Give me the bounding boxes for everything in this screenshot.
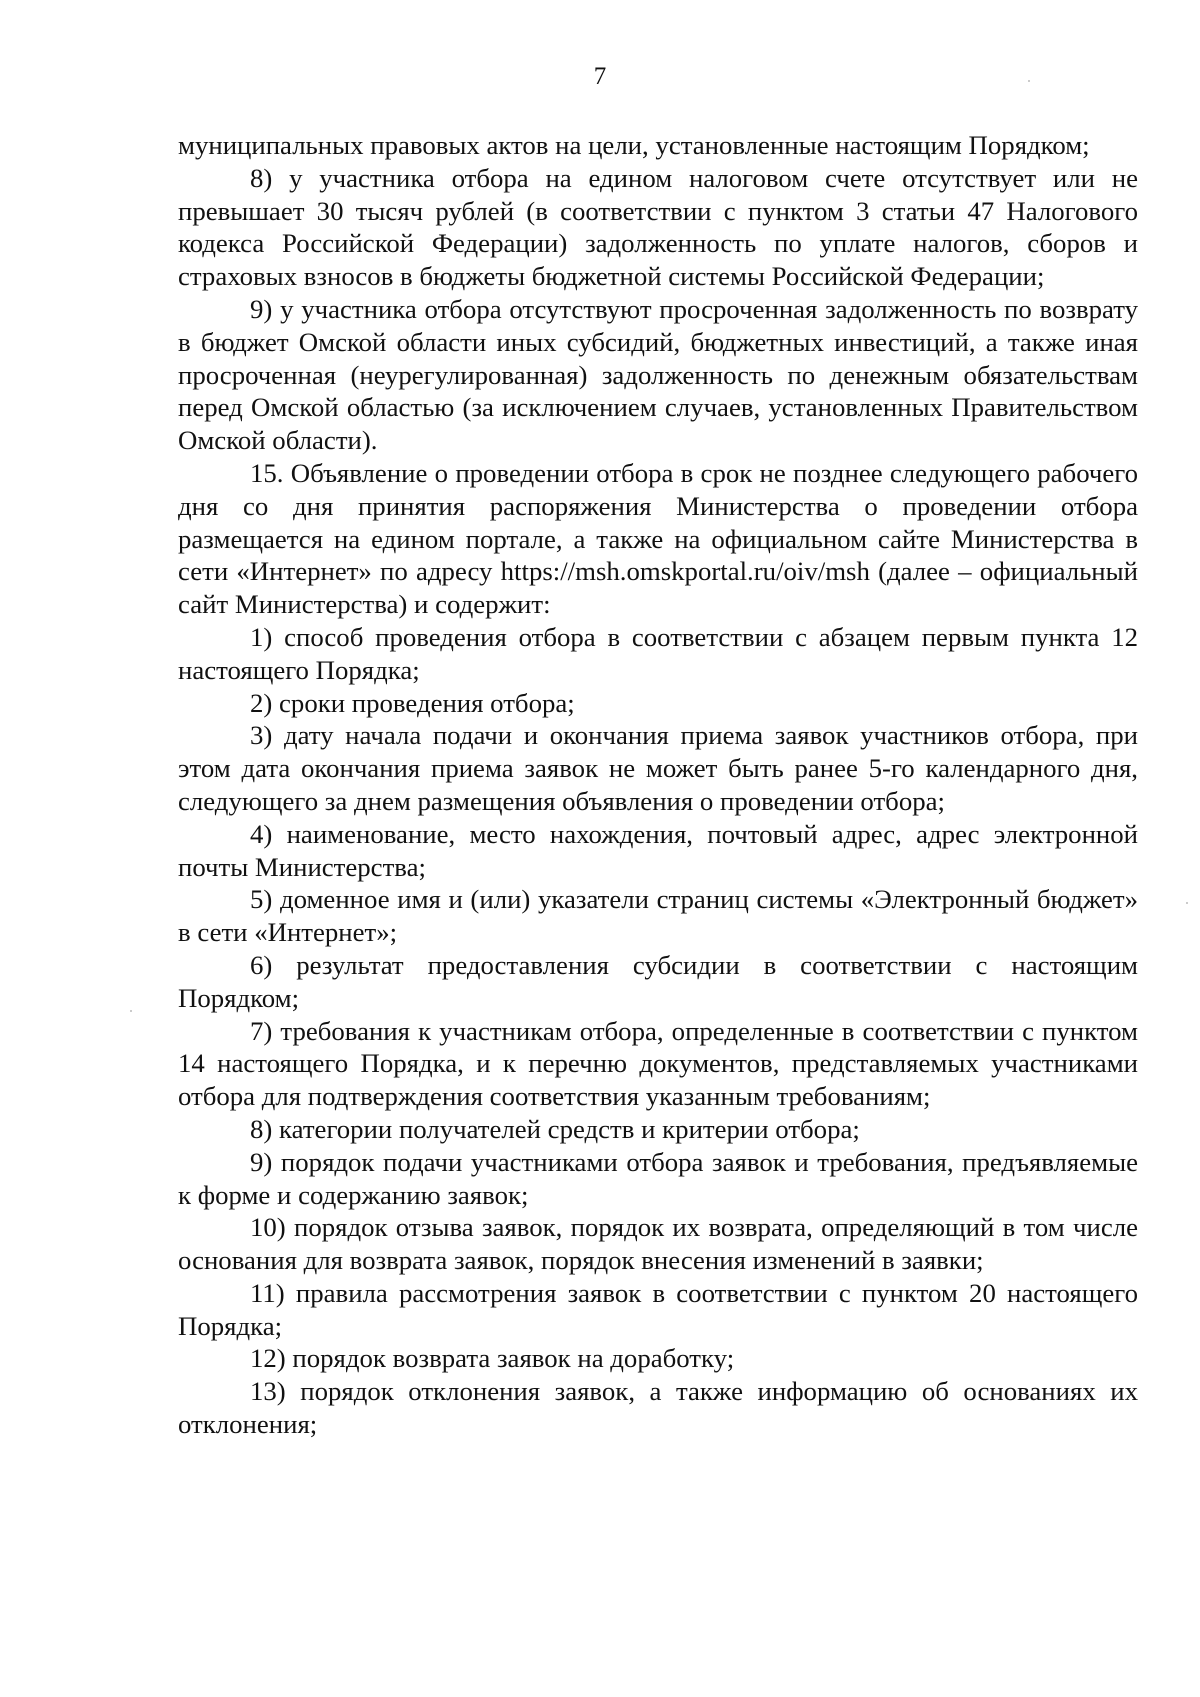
announcement-item-2: 2) сроки проведения отбора; bbox=[250, 687, 575, 718]
announcement-item-9: 9) порядок подачи участниками отбора заявок и требования, предъявляемые к форме и содержанию заявок; bbox=[178, 1146, 1138, 1210]
announcement-item-12: 12) порядок возврата заявок на доработку; bbox=[250, 1343, 735, 1374]
page-number: 7 bbox=[593, 63, 607, 90]
announcement-item-6: 6) результат предоставления субсидии в соответствии с настоящим Порядком; bbox=[178, 949, 1138, 1013]
announcement-item-8: 8) категории получателей средств и критерии отбора; bbox=[250, 1113, 860, 1144]
announcement-item-7: 7) требования к участникам отбора, определенные в соответствии с пунктом 14 настоящего Порядка, и к перечню документов, представляемых участниками отбора для подтверждения соответствия указанным требованиям; bbox=[178, 1015, 1138, 1112]
announcement-item-5: 5) доменное имя и (или) указатели страниц системы «Электронный бюджет» в сети «Интернет»; bbox=[178, 884, 1138, 948]
announcement-item-10: 10) порядок отзыва заявок, порядок их возврата, определяющий в том числе основания для возврата заявок, порядок внесения изменений в заявки; bbox=[178, 1212, 1138, 1276]
announcement-item-13: 13) порядок отклонения заявок, а также информацию об основаниях их отклонения; bbox=[178, 1376, 1138, 1440]
scan-speck bbox=[1186, 902, 1188, 904]
announcement-item-1: 1) способ проведения отбора в соответствии с абзацем первым пункта 12 настоящего Порядка; bbox=[178, 621, 1138, 685]
scan-speck bbox=[1028, 80, 1030, 82]
scan-speck bbox=[130, 1010, 132, 1012]
clause-15: 15. Объявление о проведении отбора в срок не позднее следующего рабочего дня со дня принятия распоряжения Министерства о проведении отбора размещается на едином портале, а также на официальном сайте Министерства в сети «Интернет» по адресу https://msh.omskportal.ru/oiv/msh (далее – официальный сайт Министерства) и содержит: bbox=[178, 457, 1138, 620]
announcement-item-4: 4) наименование, место нахождения, почтовый адрес, адрес электронной почты Министерства; bbox=[178, 818, 1138, 882]
announcement-item-11: 11) правила рассмотрения заявок в соответствии с пунктом 20 настоящего Порядка; bbox=[178, 1277, 1138, 1341]
list-item-9: 9) у участника отбора отсутствуют просроченная задолженность по возврату в бюджет Омской области иных субсидий, бюджетных инвестиций, а также иная просроченная (неурегулированная) задолженность по денежным обязательствам перед Омской областью (за исключением случаев, установленных Правительством Омской области). bbox=[178, 293, 1138, 456]
paragraph-continuation: муниципальных правовых актов на цели, установленные настоящим Порядком; bbox=[178, 130, 1090, 160]
list-item-8: 8) у участника отбора на едином налоговом счете отсутствует или не превышает 30 тысяч рублей (в соответствии с пунктом 3 статьи 47 Налогового кодекса Российской Федерации) задолженность по уплате налогов, сборов и страховых взносов в бюджеты бюджетной системы Российской Федерации; bbox=[178, 162, 1138, 292]
document-body bbox=[178, 129, 1138, 1441]
announcement-item-3: 3) дату начала подачи и окончания приема заявок участников отбора, при этом дата окончания приема заявок не может быть ранее 5-го календарного дня, следующего за днем размещения объявления о проведении отбора; bbox=[178, 720, 1138, 816]
